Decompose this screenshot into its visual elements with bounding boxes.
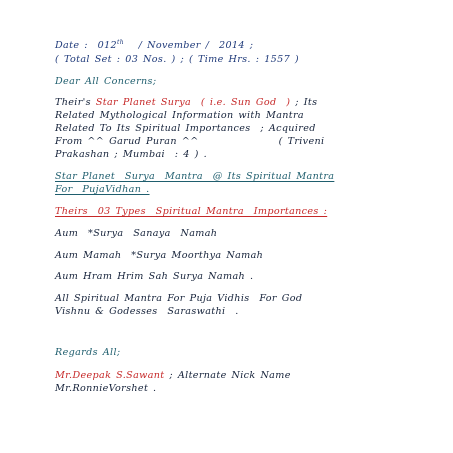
- signature-line: [55, 370, 291, 382]
- totals-line: ( Total Set : 03 Nos. ) ; ( Time Hrs. : 1557 ): [55, 54, 300, 65]
- author-name: Mr.Deepak S.Sawant: [55, 370, 165, 381]
- intro-line-1: [55, 97, 317, 109]
- intro-line-5: Prakashan ; Mumbai : 4 ) .: [55, 149, 207, 160]
- mantra-3: Aum Hram Hrim Sah Surya Namah .: [55, 271, 254, 282]
- mantra-2: Aum Mamah *Surya Moorthya Namah: [55, 250, 264, 261]
- intro-line-2: Related Mythological Information with Mantra: [55, 110, 305, 121]
- date-line: [55, 40, 253, 52]
- mantra-link-line-2[interactable]: For PujaVidhan .: [55, 184, 150, 195]
- author-alt-label: ; Alternate Nick Name: [164, 370, 291, 381]
- intro-publisher-start: ( Triveni: [278, 136, 325, 147]
- intro-title: Star Planet Surya ( i.e. Sun God ): [95, 97, 291, 108]
- intro-after-title: ; Its: [290, 97, 318, 108]
- intro-line-4: [55, 136, 324, 148]
- types-heading: Theirs 03 Types Spiritual Mantra Importances :: [55, 206, 328, 217]
- mantra-link-line-1[interactable]: Star Planet Surya Mantra @ Its Spiritual Mantra: [55, 171, 335, 182]
- date-ordinal: th: [117, 39, 124, 46]
- date-rest: / November / 2014 ;: [123, 40, 254, 51]
- intro-line-3: Related To Its Spiritual Importances ; Acquired: [55, 123, 316, 134]
- regards: Regards All;: [55, 347, 121, 358]
- intro-source: From ^^ Garud Puran ^^: [55, 136, 199, 147]
- date-prefix: Date : 012: [55, 40, 117, 51]
- greeting: Dear All Concerns;: [55, 76, 157, 87]
- closing-note-line-2: Vishnu & Godesses Saraswathi .: [55, 306, 239, 317]
- intro-theirs: Their's: [55, 97, 96, 108]
- author-nickname: Mr.RonnieVorshet .: [55, 383, 157, 394]
- closing-note-line-1: All Spiritual Mantra For Puja Vidhis For God: [55, 293, 303, 304]
- mantra-1: Aum *Surya Sanaya Namah: [55, 228, 218, 239]
